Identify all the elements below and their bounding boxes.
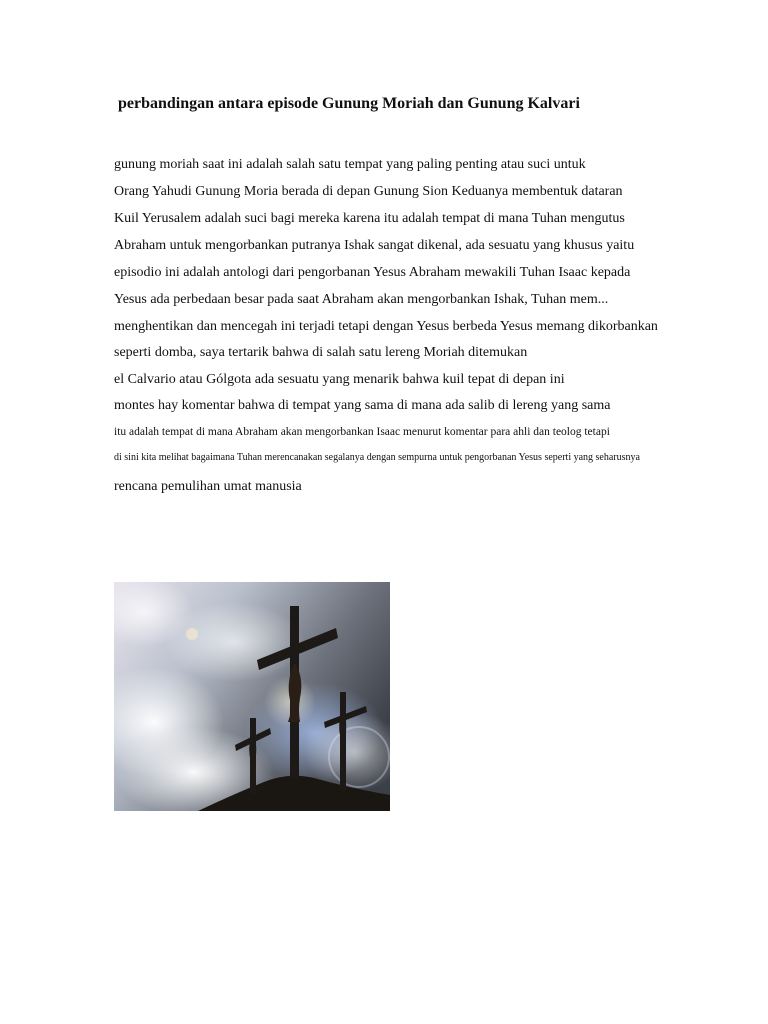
paragraph-line: el Calvario atau Gólgota ada sesuatu yang menarik bahwa kuil tepat di depan ini	[114, 372, 565, 387]
paragraph-line: menghentikan dan mencegah ini terjadi tetapi dengan Yesus berbeda Yesus memang dikorbankan	[114, 319, 658, 334]
paragraph-line: gunung moriah saat ini adalah salah satu tempat yang paling penting atau suci untuk	[114, 157, 586, 172]
paragraph-line: Yesus ada perbedaan besar pada saat Abraham akan mengorbankan Ishak, Tuhan mem...	[114, 292, 609, 307]
paragraph-line: itu adalah tempat di mana Abraham akan mengorbankan Isaac menurut komentar para ahli dan teolog tetapi	[114, 426, 610, 438]
three-crosses-silhouette-icon	[114, 582, 390, 811]
document-title: perbandingan antara episode Gunung Moriah dan Gunung Kalvari	[118, 95, 580, 112]
paragraph-line: montes hay komentar bahwa di tempat yang sama di mana ada salib di lereng yang sama	[114, 398, 611, 413]
paragraph-line: episodio ini adalah antologi dari pengorbanan Yesus Abraham mewakili Tuhan Isaac kepada	[114, 265, 631, 280]
paragraph-line: Orang Yahudi Gunung Moria berada di depan Gunung Sion Keduanya membentuk dataran	[114, 184, 623, 199]
paragraph-line: rencana pemulihan umat manusia	[114, 479, 302, 494]
paragraph-line: Kuil Yerusalem adalah suci bagi mereka karena itu adalah tempat di mana Tuhan mengutus	[114, 211, 625, 226]
paragraph-line: Abraham untuk mengorbankan putranya Ishak sangat dikenal, ada sesuatu yang khusus yaitu	[114, 238, 635, 253]
crucifixion-image	[114, 582, 390, 811]
paragraph-line: seperti domba, saya tertarik bahwa di salah satu lereng Moriah ditemukan	[114, 345, 528, 360]
paragraph-line: di sini kita melihat bagaimana Tuhan merencanakan segalanya dengan sempurna untuk pengorbanan Yesus seperti yang seharusnya	[114, 452, 640, 463]
